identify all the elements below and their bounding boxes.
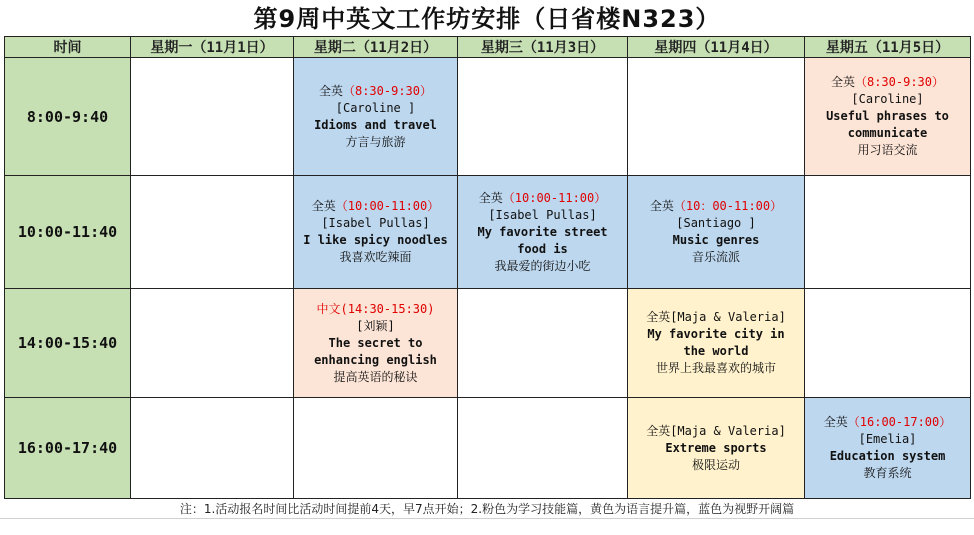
session-cell-tue-3[interactable] [294,289,458,398]
session-lang: 全英 [311,199,336,213]
session-host: [Caroline] [851,92,924,106]
empty-cell[interactable] [131,289,294,398]
session-topic-zh: 用习语交流 [857,143,918,157]
session-time: （10：00-11:00） [673,199,783,213]
session-host: [Isabel Pullas] [488,207,597,222]
session-topic-zh: 极限运动 [691,457,740,472]
session-topic-zh: 音乐流派 [691,250,740,264]
session-lang: 全英 [649,199,674,213]
schedule-table [4,36,971,499]
session-cell-tue-1[interactable] [294,58,458,176]
table-row [5,398,971,499]
session-topic-en: I like spicy noodles [303,233,448,247]
table-row [5,176,971,289]
session-cell-tue-2[interactable] [294,176,458,289]
header-time[interactable]: 时间 [5,37,131,58]
header-thursday[interactable]: 星期四（11月4日） [628,37,805,58]
session-topic-zh: 我喜欢吃辣面 [339,250,412,264]
session-host: [Emelia] [858,432,917,446]
session-topic-en: Music genres [672,233,760,247]
time-slot[interactable]: 8:00-9:40 [5,58,131,176]
session-lang: 全英 [830,75,855,89]
empty-cell[interactable] [458,398,628,499]
session-topic-zh: 世界上我最喜欢的城市 [655,361,776,375]
session-lang: 全英 [478,190,503,205]
session-cell-fri-1[interactable] [805,58,971,176]
empty-cell[interactable] [458,289,628,398]
session-cell-fri-4[interactable] [805,398,971,499]
header-tuesday[interactable]: 星期二（11月2日） [294,37,458,58]
table-row [5,289,971,398]
session-host: [刘颖] [356,318,395,333]
session-lang: 中文 [316,301,341,316]
session-cell-thu-3[interactable] [628,289,805,398]
empty-cell[interactable] [805,289,971,398]
session-topic-en: My favorite city in the world [647,327,785,358]
session-host: [Maja & Valeria] [670,423,786,438]
session-cell-wed-2[interactable] [458,176,628,289]
empty-cell[interactable] [458,58,628,176]
session-topic-zh: 教育系统 [863,466,912,480]
time-slot[interactable]: 14:00-15:40 [5,289,131,398]
empty-cell[interactable] [294,398,458,499]
session-lang: 全英 [646,423,671,438]
header-friday[interactable]: 星期五（11月5日） [805,37,971,58]
empty-spreadsheet-row [0,518,974,535]
session-host: [Santiago ] [676,216,756,230]
session-topic-en: The secret to enhancing english [314,335,437,367]
empty-cell[interactable] [805,176,971,289]
session-topic-en: Useful phrases to communicate [826,109,949,140]
session-lang: 全英 [318,83,343,98]
session-topic-zh: 我最爱的街边小吃 [494,258,591,273]
session-host: [Maja & Valeria] [670,310,786,324]
footnote: 注：1.活动报名时间比活动时间提前4天，早7点开始；2.粉色为学习技能篇，黄色为语言提升篇，蓝色为视野开阔篇 [179,502,795,516]
table-row [5,58,971,176]
session-time: （16:00-17:00） [847,415,952,429]
session-cell-thu-4[interactable] [628,398,805,499]
session-topic-en: My favorite street food is [477,224,608,256]
time-slot[interactable]: 10:00-11:40 [5,176,131,289]
session-host: [Caroline ] [335,100,416,115]
empty-cell[interactable] [628,58,805,176]
header-wednesday[interactable]: 星期三（11月3日） [458,37,628,58]
session-time: （10:00-11:00） [335,199,440,213]
session-time: （8:30-9:30） [854,75,945,89]
session-lang: 全英 [646,310,671,324]
session-topic-en: Extreme sports [665,440,767,455]
empty-cell[interactable] [131,176,294,289]
time-slot[interactable]: 16:00-17:40 [5,398,131,499]
session-time: (14:30-15:30) [340,301,435,316]
session-topic-en: Idioms and travel [314,117,437,132]
header-row [5,37,971,58]
session-topic-zh: 提高英语的秘诀 [333,369,418,384]
session-time: （10:00-11:00） [502,190,607,205]
empty-cell[interactable] [131,398,294,499]
schedule-title: 第9周中英文工作坊安排（日省楼N323） [253,5,721,33]
session-host: [Isabel Pullas] [321,216,430,230]
session-time: （8:30-9:30） [342,83,433,98]
session-cell-thu-2[interactable] [628,176,805,289]
session-lang: 全英 [823,415,848,429]
empty-cell[interactable] [131,58,294,176]
session-topic-zh: 方言与旅游 [345,134,406,149]
session-topic-en: Education system [829,449,946,463]
header-monday[interactable]: 星期一（11月1日） [131,37,294,58]
